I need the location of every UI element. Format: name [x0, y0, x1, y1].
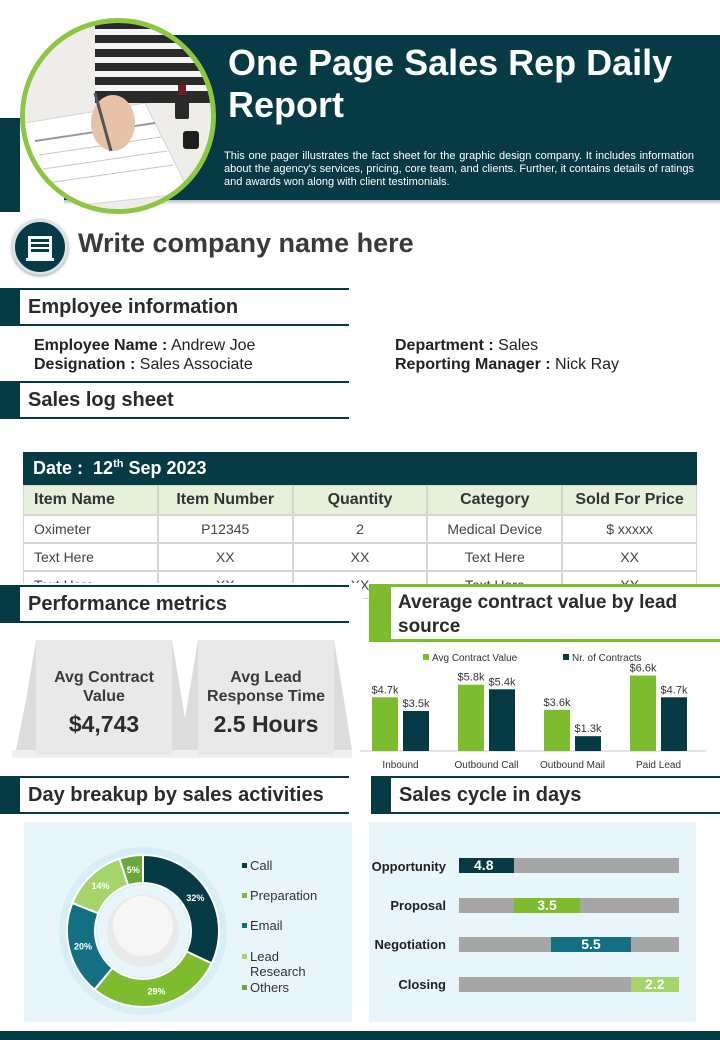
section-tab — [0, 383, 20, 417]
legend-label: Email — [250, 918, 283, 933]
legend-item — [242, 949, 322, 980]
section-tab — [371, 778, 391, 812]
section-title: Average contract value by lead source — [398, 592, 678, 637]
legend-item — [242, 918, 342, 949]
table-cell: Medical Device — [427, 515, 562, 543]
stage-track — [459, 858, 679, 873]
section-title: Performance metrics — [28, 593, 227, 615]
legend-swatch — [242, 954, 247, 959]
column-header: Item Number — [158, 485, 293, 515]
column-header: Sold For Price — [562, 485, 697, 515]
metric-card — [36, 640, 172, 755]
manager-value: Nick Ray — [555, 356, 620, 373]
table-cell: Text Here — [23, 543, 158, 571]
table-cell: Text Here — [427, 543, 562, 571]
legend-swatch — [242, 985, 247, 990]
section-tab — [0, 290, 20, 324]
department-value: Sales — [498, 337, 539, 354]
bar — [544, 710, 570, 751]
employee-name-row — [34, 337, 255, 355]
chart-legend — [423, 653, 641, 664]
legend-item — [242, 888, 342, 918]
company-name: Write company name here — [78, 228, 414, 258]
legend-label: Lead Research — [250, 949, 306, 979]
section-title: Day breakup by sales activities — [28, 784, 324, 806]
x-tick-label: Paid Lead — [635, 760, 682, 771]
date-suffix: th — [113, 458, 124, 470]
metric-card — [198, 640, 334, 755]
table-cell: Oximeter — [23, 515, 158, 543]
header-photo — [20, 18, 216, 214]
sales-log-section-header — [0, 381, 349, 419]
table-cell: P12345 — [158, 515, 293, 543]
legend-swatch — [242, 923, 247, 928]
bar — [372, 697, 398, 751]
stage-value: 3.5 — [537, 897, 557, 913]
slice-label: 20% — [73, 941, 92, 952]
table-header-row — [23, 485, 697, 515]
legend-swatch — [242, 893, 247, 898]
stage-track — [459, 977, 679, 992]
company-logo — [12, 219, 68, 275]
column-header: Item Name — [23, 485, 158, 515]
data-label: $3.6k — [543, 696, 571, 709]
stage-value: 5.5 — [581, 936, 601, 952]
stage-value: 2.2 — [645, 976, 665, 992]
avg-contract-bar-chart — [358, 645, 720, 775]
department-row — [395, 337, 538, 355]
column-header: Quantity — [293, 485, 428, 515]
legend-label: Avg Contract Value — [432, 653, 518, 664]
employee-name-value: Andrew Joe — [170, 337, 256, 354]
designation-label: Designation : — [34, 356, 136, 373]
table-cell: XX — [158, 543, 293, 571]
bar — [458, 685, 484, 751]
data-label: $5.8k — [457, 671, 485, 684]
employee-name-label: Employee Name : — [34, 337, 168, 354]
designation-value: Sales Associate — [139, 356, 253, 373]
x-tick-label: Outbound Call — [454, 760, 519, 771]
avg-contract-section-header — [369, 584, 720, 642]
section-tab — [0, 778, 20, 812]
legend-item — [242, 858, 342, 888]
legend-label: Call — [250, 858, 273, 873]
donut-center-highlight — [113, 896, 173, 956]
column-header: Category — [427, 485, 562, 515]
legend-label: Others — [250, 980, 290, 995]
stage-track — [459, 937, 679, 952]
bar — [403, 711, 429, 751]
sales-cycle-section-header — [371, 776, 720, 814]
table-cell: 2 — [293, 515, 428, 543]
bar — [630, 676, 656, 751]
manager-label: Reporting Manager : — [395, 356, 551, 373]
table-row — [23, 543, 697, 571]
x-tick-label: Outbound Mail — [539, 760, 606, 771]
department-label: Department : — [395, 337, 494, 354]
date-rest: Sep 2023 — [128, 458, 207, 478]
data-label: $1.3k — [574, 723, 602, 736]
metric-title: Avg Contract Value — [54, 669, 154, 705]
manager-row — [395, 356, 619, 374]
page-intro: This one pager illustrates the fact sheet for the graphic design company. It includes information about the agency's services, pricing, core team, and clients. Further, it contains details of ratings and awards won along with client testimonials. — [224, 150, 694, 188]
stage-value: 4.8 — [474, 857, 494, 873]
stage-label: Proposal — [390, 898, 446, 913]
bar — [575, 736, 601, 751]
data-label: $4.7k — [371, 684, 399, 697]
stage-track — [459, 898, 679, 913]
section-tab — [0, 587, 20, 621]
table-cell: XX — [293, 543, 428, 571]
stage-label: Closing — [398, 977, 446, 992]
section-title: Sales cycle in days — [399, 784, 582, 806]
bar — [489, 689, 515, 751]
header-accent-bar — [0, 118, 20, 212]
employee-section-header — [0, 288, 349, 326]
day-breakup-section-header — [0, 776, 349, 814]
data-label: $6.6k — [629, 662, 657, 675]
legend-swatch — [242, 863, 247, 868]
day-breakup-donut-chart — [58, 846, 228, 1016]
designation-row — [34, 356, 253, 374]
donut-legend — [242, 858, 342, 998]
table-cell: $ xxxxx — [562, 515, 697, 543]
sales-cycle-panel — [369, 822, 696, 1022]
legend-label: Nr. of Contracts — [572, 653, 642, 664]
slice-label: 32% — [186, 892, 205, 903]
sales-log-table — [23, 452, 697, 599]
stage-label: Negotiation — [374, 937, 446, 952]
stage-label: Opportunity — [371, 859, 446, 874]
x-tick-label: Inbound — [382, 760, 419, 771]
data-label: $5.4k — [488, 676, 516, 689]
legend-label: Preparation — [250, 888, 318, 903]
legend-swatch — [563, 654, 569, 660]
metric-value: $4,743 — [68, 711, 140, 737]
data-label: $3.5k — [402, 698, 430, 710]
slice-label: 14% — [91, 880, 110, 891]
table-date-bar — [23, 452, 697, 485]
metric-value: 2.5 Hours — [213, 711, 319, 737]
building-icon — [15, 222, 65, 272]
bar — [661, 697, 687, 751]
data-label: $4.7k — [660, 684, 688, 697]
performance-section-header — [0, 585, 349, 623]
section-title: Sales log sheet — [28, 389, 174, 411]
table-row — [23, 515, 697, 543]
slice-label: 5% — [126, 864, 140, 875]
writing-hand-illustration — [25, 23, 211, 209]
metric-title: Avg Lead Response Time — [207, 669, 325, 705]
date-label: Date : — [33, 458, 84, 478]
section-title: Employee information — [28, 296, 239, 318]
table-cell: XX — [562, 543, 697, 571]
legend-swatch — [423, 654, 429, 660]
page-title: One Page Sales Rep Daily Report — [228, 42, 673, 125]
legend-item — [242, 980, 342, 998]
slice-label: 29% — [147, 986, 166, 997]
section-tab — [369, 587, 391, 639]
footer-bar — [0, 1031, 720, 1040]
date-day: 12 — [93, 458, 114, 478]
